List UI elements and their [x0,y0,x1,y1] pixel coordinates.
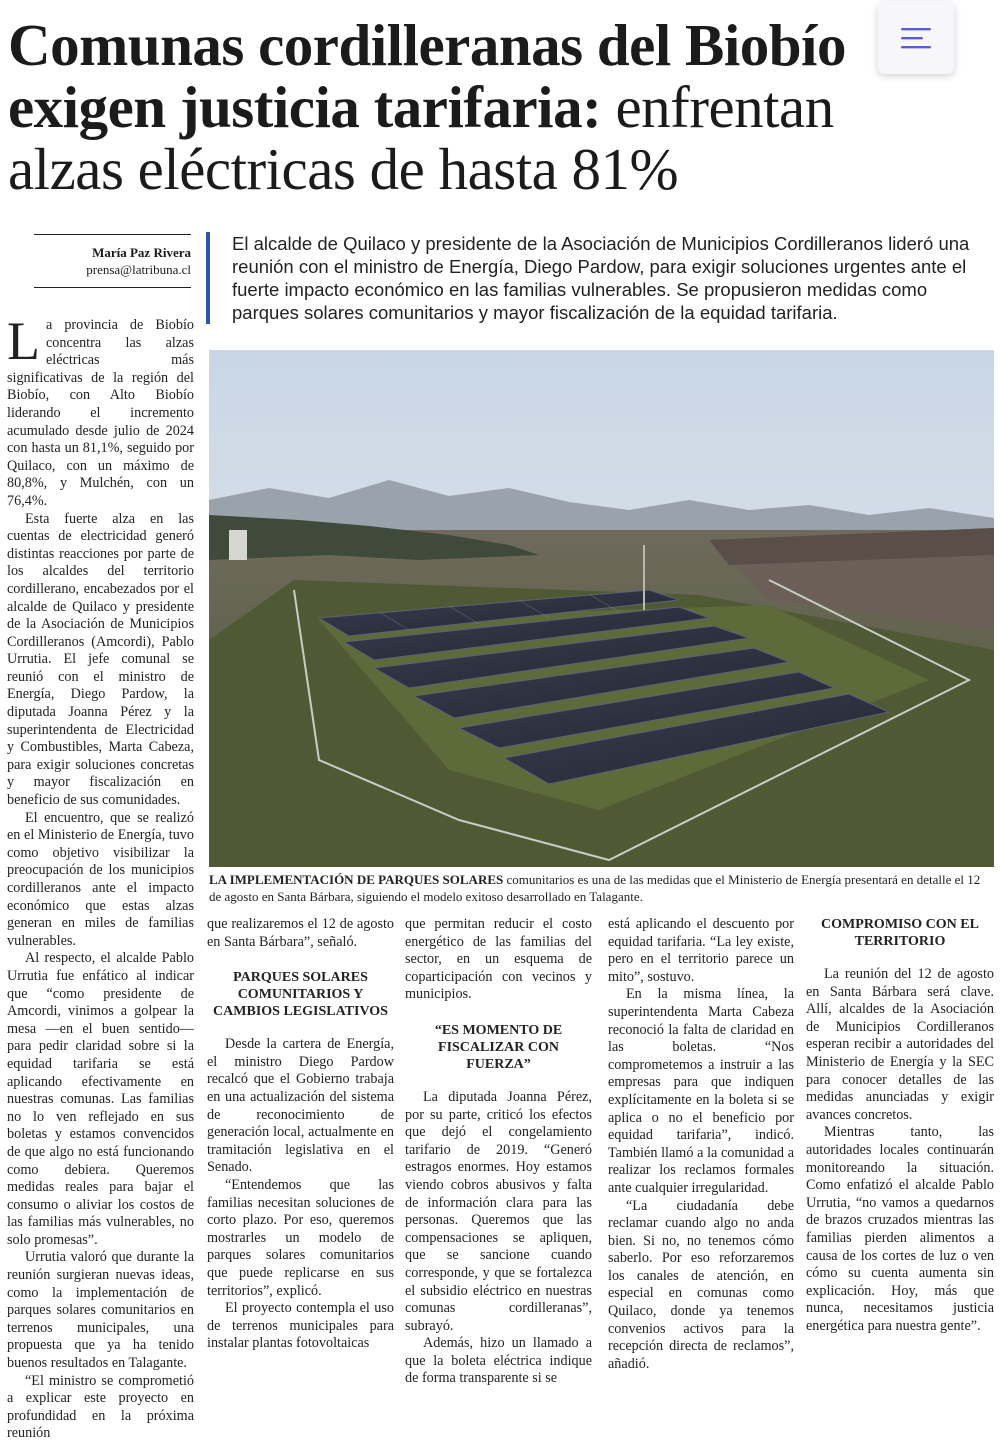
body-paragraph: En la misma línea, la superintendenta Marta Cabeza reconoció la falta de claridad en las boletas. “Nos comprometemos a instruir a las empresas para que indiquen explícitamente en la boleta si se aplica o no el beneficio por equidad tarifaria”, indicó. También llamó a la comunidad a realizar los reclamos formales ante cualquier irregularidad. [608,986,794,1196]
caption-text: comunitarios es una de las medidas que el Ministerio de Energía presentará en detalle el 12 de agosto en Santa Bárbara, siguiendo el modelo exitoso desarrollado en Talagante. [209,872,981,904]
subheading: PARQUES SOLARES COMUNITARIOS Y CAMBIOS LEGISLATIVOS [213,970,388,1020]
caption-bold: LA IMPLEMENTACIÓN DE PARQUES SOLARES [209,872,504,887]
body-paragraph: Además, hizo un llamado a que la boleta eléctrica indique de forma transparente si se [405,1335,592,1387]
body-column-4 [608,916,794,1373]
menu-button[interactable] [878,2,954,74]
body-column-3 [405,916,592,1388]
headline-bold: Comunas cordilleranas del Biobío exigen justicia tarifaria: [8,12,846,140]
body-paragraph: Esta fuerte alza en las cuentas de electricidad generó distintas reacciones por parte de los alcaldes del territorio cordillerano, encabezados por el alcalde de Quilaco y presidente de la Asociación de Municipios Cordilleranos (Amcordi), Pablo Urrutia. El jefe comunal se reunió con el ministro de Energía, Diego Pardow, la diputada Joanna Pérez y la superintendenta de Electricidad y Combustibles, Marta Cabeza, para exigir soluciones concretas y mayor fiscalización en beneficio de sus comunidades. [7,510,194,809]
body-paragraph: Al respecto, el alcalde Pablo Urrutia fue enfático al indicar que “como presidente de Amcordi, vinimos a golpear la mesa —en el buen sentido— para pedir claridad sobre si la equidad tarifaria se está aplicando efectivamente en nuestras comunas. Las familias no lo ven reflejado en sus boletas y estamos convencidos de que algo no está funcionando como debiera. Queremos medidas reales para bajar el consumo o aliviar los costos de las familias más vulnerables, no solo promesas”. [7,950,194,1248]
body-paragraph: está aplicando el descuento por equidad tarifaria. “La ley existe, pero en el territorio parece un mito”, sostuvo. [608,916,794,985]
body-paragraph: Urrutia valoró que durante la reunión surgieran nuevas ideas, como la implementación de parques solares comunitarios en terrenos municipales, una propuesta que ya ha tenido buenos resultados en Talagante. [7,1249,194,1372]
body-paragraph: “Entendemos que las familias necesitan soluciones de corto plazo. Por eso, queremos mostrarles un modelo de parques solares comunitarios que puede replicarse en sus territorios”, explicó. [207,1176,394,1299]
paragraph-text: a provincia de Biobío concentra las alzas eléctricas más significativas de la región del Biobío, con Alto Biobío liderando el incremento acumulado desde julio de 2024 con hasta un 81,1%, seguido por Quilaco, con un máximo de 80,8%, y Mulchén, con un 76,4%. [7,317,194,509]
headline-regular: enfrentan alzas eléctricas de hasta 81% [8,74,834,202]
body-paragraph: Desde la cartera de Energía, el ministro Diego Pardow recalcó que el Gobierno trabaja en una actualización del sistema de reconocimiento de generación local, actualmente en tramitación legislativa en el Senado. [207,1036,394,1176]
body-column-1 [7,311,194,1443]
body-paragraph: La diputada Joanna Pérez, por su parte, criticó los efectos que dejó el congelamiento tarifario de 2019. “Generó estragos enormes. Hoy estamos viendo cobros abusivos y falta de información clara para las personas. Queremos que las compensaciones se apliquen, que se sancione cuando corresponde, y que se fortalezca el subsidio eléctrico en nuestras comunas cordilleranas”, subrayó. [405,1088,592,1334]
byline [34,234,191,288]
body-paragraph [7,311,194,511]
body-column-2 [207,916,394,1353]
body-column-5 [806,916,994,1335]
article-lead: El alcalde de Quilaco y presidente de la Asociación de Municipios Cordilleranos lideró una reunión con el ministro de Energía, Diego Pardow, para exigir soluciones urgentes ante el fuerte impacto económico en las familias vulnerables. Se propusieron medidas como parques solares comunitarios y mayor fiscalización de la equidad tarifaria. [206,232,986,324]
article-headline [8,14,938,200]
drop-cap: L [7,311,40,371]
body-paragraph: La reunión del 12 de agosto en Santa Bárbara será clave. Allí, alcaldes de la Asociación de Municipios Cordilleranos esperan recibir a autoridades del Ministerio de Energía y la SEC para conocer detalles de las medidas anunciadas y exigir avances concretos. [806,966,994,1123]
body-paragraph: “La ciudadanía debe reclamar cuando algo no anda bien. Si no, no tenemos cómo saberlo. Por eso reforzaremos los canales de atención, en especial en comunas como Quilaco, donde ya tenemos convenios activos para la recepción directa de reclamos”, añadió. [608,1197,794,1372]
solar-park-photo [209,350,994,867]
body-paragraph: El encuentro, que se realizó en el Ministerio de Energía, tuvo como objetivo visibilizar la preocupación de los municipios cordilleranos ante el impacto económico que estas alzas generan en miles de familias vulnerables. [7,809,194,949]
author-name: María Paz Rivera [92,245,191,260]
subheading: “ES MOMENTO DE FISCALIZAR CON FUERZA” [434,1022,563,1072]
author-email[interactable]: prensa@latribuna.cl [86,262,191,277]
body-paragraph: El proyecto contempla el uso de terrenos municipales para instalar plantas fotovoltaicas [207,1300,394,1352]
hamburger-menu-icon [899,25,933,51]
photo-caption [209,871,994,905]
body-paragraph: que permitan reducir el costo energético de las familias del sector, en un esquema de coparticipación con vecinos y municipios. [405,916,592,1003]
body-paragraph: que realizaremos el 12 de agosto en Santa Bárbara”, señaló. [207,916,394,950]
subheading: COMPROMISO CON EL TERRITORIO [821,917,979,949]
body-paragraph: “El ministro se comprometió a explicar este proyecto en profundidad en la próxima reunión [7,1372,194,1442]
body-paragraph: Mientras tanto, las autoridades locales continuarán monitoreando la situación. Como enfatizó el alcalde Pablo Urrutia, “no vamos a quedarnos de brazos cruzados mientras las familias pierden alimentos a causa de los cortes de luz o ven cómo su cuenta aumenta sin explicación. Hoy, más que nunca, necesitamos justicia energética para nuestra gente”. [806,1124,994,1334]
